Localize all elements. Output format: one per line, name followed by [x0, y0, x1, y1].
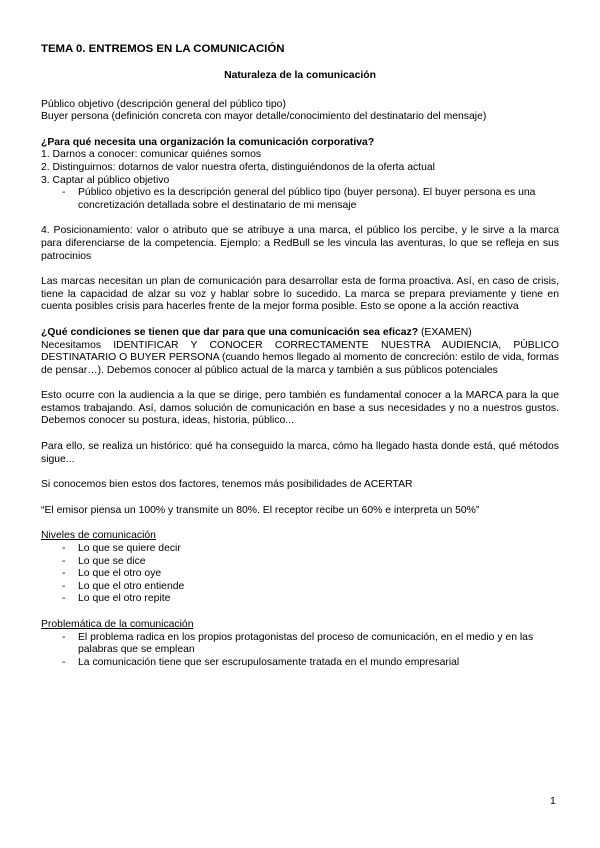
paragraph-audiencia: Necesitamos IDENTIFICAR Y CONOCER CORRECTAMENTE NUESTRA AUDIENCIA, PÚBLICO DESTINATARIO O BUYER PERSONA (cuando hemos llegado al momento de concreción: estilo de vida, formas de pensar…). Debemos conocer al público actual de la marca y también a sus públicos potenciales [41, 339, 559, 376]
paragraph-historico: Para ello, se realiza un histórico: qué ha conseguido la marca, cómo ha llegado hasta donde está, qué métodos sigue... [41, 441, 559, 465]
paragraph-posicionamiento: 4. Posicionamiento: valor o atributo que se atribuye a una marca, el público los percibe, y le sirve a la marca para diferenciarse de la competencia. Ejemplo: a RedBull se les vincula las aventuras, lo que se refleja en sus patrocinios [41, 225, 559, 262]
list-item: - Lo que el otro repite [41, 593, 559, 606]
numbered-item-3: 3. Captar al público objetivo [41, 174, 170, 186]
page-number: 1 [550, 796, 556, 807]
paragraph-acertar: Si conocemos bien estos dos factores, tenemos más posibilidades de ACERTAR [41, 479, 413, 491]
list-item: - La comunicación tiene que ser escrupulosamente tratada en el mundo empresarial [41, 657, 559, 670]
list-item: - Lo que se dice [41, 556, 559, 569]
quote: “El emisor piensa un 100% y transmite un 80%. El receptor recibe un 60% e interpreta un 50%” [41, 504, 480, 516]
definition-buyer-persona: Buyer persona (definición concreta con mayor detalle/conocimiento del destinatario del mensaje) [41, 111, 487, 123]
section-subtitle: Naturaleza de la comunicación [224, 70, 376, 81]
question-heading-1: ¿Para qué necesita una organización la comunicación corporativa? [41, 136, 375, 148]
sub-list [41, 187, 559, 212]
niveles-heading: Niveles de comunicación [41, 530, 156, 542]
page-title: TEMA 0. ENTREMOS EN LA COMUNICACIÓN [41, 43, 285, 55]
list-item: - Público objetivo es la descripción general del público tipo (buyer persona). El buyer persona es una concretización detallada sobre el destinatario de mi mensaje [41, 187, 559, 212]
paragraph-plan-comunicacion: Las marcas necesitan un plan de comunicación para desarrollar esta de forma proactiva. Así, en caso de crisis, tiene la capacidad de alzar su voz y hablar sobre lo sucedido. La marca se prepara previamente y tiene en cuenta posibles crisis para hacerles frente de la mejor forma posible. Esto se opone a la acción reactiva [41, 276, 559, 313]
problematica-list [41, 632, 559, 670]
numbered-item-1: 1. Darnos a conocer: comunicar quiénes somos [41, 149, 262, 161]
list-item: - Lo que el otro oye [41, 568, 559, 581]
paragraph-marca: Esto ocurre con la audiencia a la que se dirige, pero también es fundamental conocer a la MARCA para la que estamos trabajando. Así, damos solución de comunicación en base a sus necesidades y no a nuestros gustos. Debemos conocer su postura, ideas, historia, público... [41, 390, 559, 427]
exam-tag: (EXAMEN) [418, 326, 472, 338]
definition-publico-objetivo: Público objetivo (descripción general del público tipo) [41, 98, 286, 110]
document-page [41, 42, 559, 669]
list-item: - Lo que se quiere decir [41, 543, 559, 556]
numbered-item-2: 2. Distinguirnos: dotarnos de valor nuestra oferta, distinguiéndonos de la oferta actual [41, 161, 435, 173]
list-item: - Lo que el otro entiende [41, 581, 559, 594]
niveles-list [41, 543, 559, 606]
question-heading-2-text: ¿Qué condiciones se tienen que dar para que una comunicación sea eficaz? [41, 326, 419, 338]
question-heading-2 [41, 327, 559, 340]
list-item: - El problema radica en los propios protagonistas del proceso de comunicación, en el medio y en las palabras que se emplean [41, 632, 559, 657]
problematica-heading: Problemática de la comunicación [41, 619, 194, 630]
